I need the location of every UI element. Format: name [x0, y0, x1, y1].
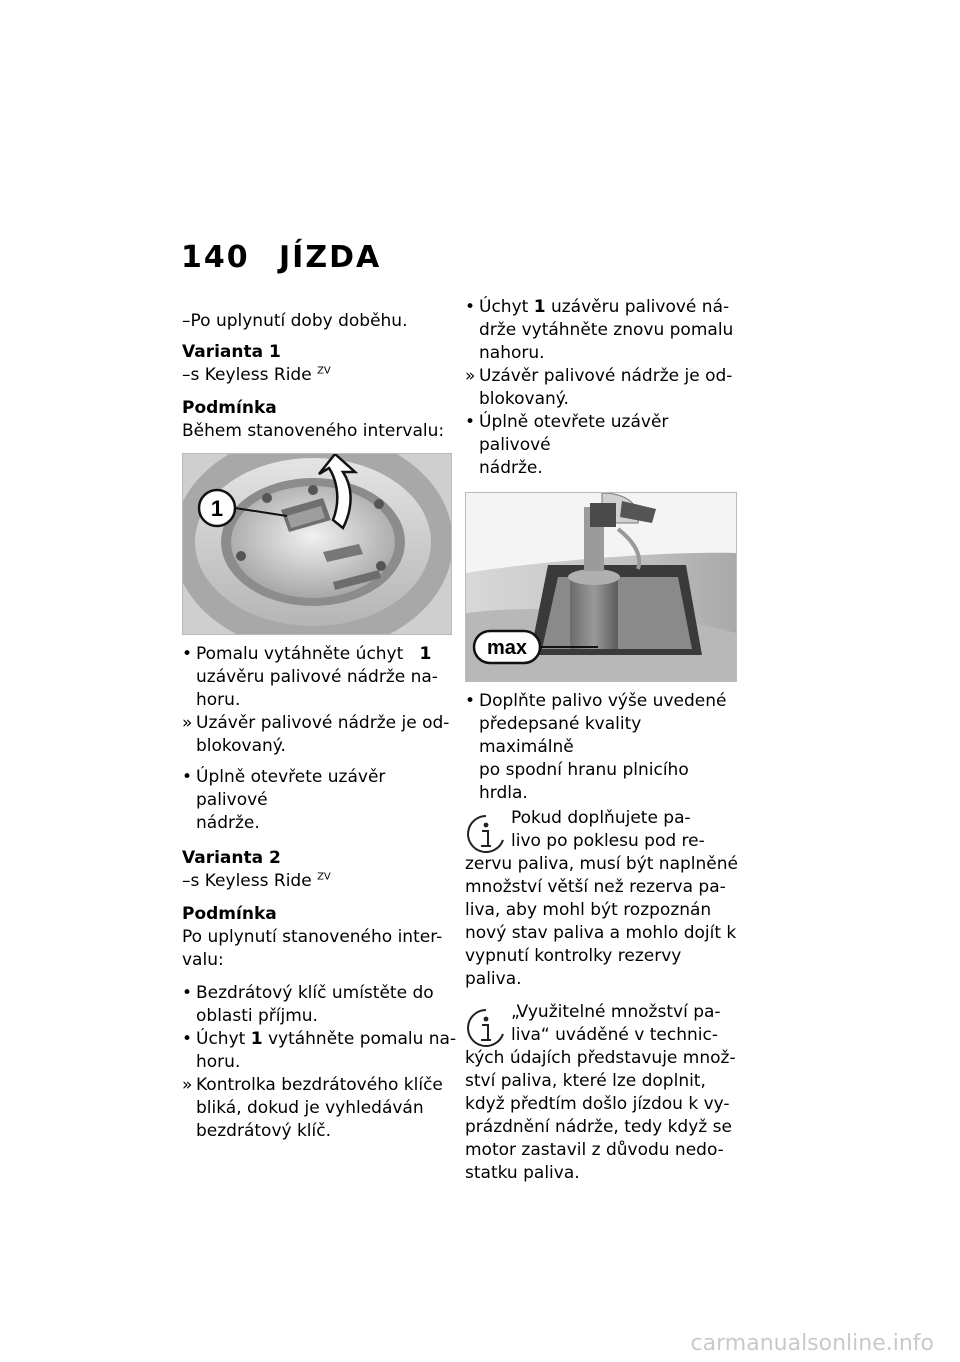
result-arrow: »	[182, 1075, 193, 1095]
note-text: vypnutí kontrolky rezervy paliva.	[465, 946, 682, 989]
fuel-cap-illustration	[183, 454, 451, 634]
fuel-cap-figure	[182, 453, 452, 635]
step-text: Kontrolka bezdrátového klíče	[196, 1075, 443, 1095]
variant2-condition-text: Po uplynutí stanoveného inter-	[182, 927, 443, 947]
v2-step-3	[182, 1074, 457, 1143]
callout-ref: 1	[250, 1029, 263, 1049]
info-note-2	[465, 1001, 740, 1185]
step-text: Úchyt	[196, 1029, 251, 1049]
v1-step-2	[182, 712, 457, 758]
max-label: max	[486, 637, 528, 659]
variant2-with	[182, 870, 457, 893]
v2-step-2	[182, 1028, 457, 1074]
note-text: Pokud doplňujete pa-	[511, 808, 691, 828]
variant2-title: Varianta 2	[182, 848, 281, 868]
variant1-with-text: –s Keyless Ride	[182, 365, 312, 385]
variant1-with	[182, 364, 457, 387]
step-text: bliká, dokud je vyhledáván	[196, 1098, 424, 1118]
chapter-title: JÍZDA	[279, 240, 382, 275]
page-number: 140	[181, 240, 250, 275]
info-note-1	[465, 807, 740, 991]
note-text: prázdnění nádrže, tedy když se	[465, 1117, 732, 1137]
watermark: carmanualsonline.info	[690, 1331, 934, 1356]
bullet: •	[182, 767, 193, 787]
step-text: horu.	[196, 690, 241, 710]
r-step-3	[465, 411, 740, 480]
note-text: livo po poklesu pod re-	[511, 831, 705, 851]
variant2-condition-title: Podmínka	[182, 904, 277, 924]
r-step-2	[465, 365, 740, 411]
note-text: statku paliva.	[465, 1163, 580, 1183]
step-text: Uzávěr palivové nádrže je od-	[479, 366, 733, 386]
bullet: •	[465, 691, 476, 711]
fill-step	[465, 690, 740, 805]
note-text: množství větší než rezerva pa-	[465, 877, 726, 897]
filler-neck-illustration	[466, 493, 736, 681]
step-text: horu.	[196, 1052, 241, 1072]
note-text: ství paliva, které lze doplnit,	[465, 1071, 706, 1091]
variant2-with-text: –s Keyless Ride	[182, 871, 312, 891]
step-text: blokovaný.	[196, 736, 286, 756]
step-text: Bezdrátový klíč umístěte do	[196, 983, 434, 1003]
filler-neck-figure	[465, 492, 737, 682]
step-text: Úchyt	[479, 297, 534, 317]
note-text: liva“ uváděné v technic-	[511, 1025, 718, 1045]
note-text: motor zastavil z důvodu nedo-	[465, 1140, 724, 1160]
step-text: nahoru.	[479, 343, 545, 363]
v1-step-1	[182, 643, 457, 712]
v1-step-3	[182, 766, 457, 835]
variant1-condition-text: Během stanoveného intervalu:	[182, 421, 445, 441]
note-text: kých údajích představuje množ-	[465, 1048, 736, 1068]
bullet: •	[182, 983, 193, 1003]
left-column	[182, 310, 457, 1143]
note-text: zervu paliva, musí být naplněné	[465, 854, 738, 874]
callout-ref: 1	[533, 297, 546, 317]
note-text: když předtím došlo jízdou k vy-	[465, 1094, 730, 1114]
variant1-title: Varianta 1	[182, 342, 281, 362]
figure-callout-1: 1	[210, 496, 224, 521]
step-text: Doplňte palivo výše uvedené	[479, 691, 727, 711]
result-arrow: »	[182, 713, 193, 733]
step-text: blokovaný.	[479, 389, 569, 409]
step-text: bezdrátový klíč.	[196, 1121, 332, 1141]
step-text: uzávěru palivové nádrže na-	[196, 667, 438, 687]
step-text: oblasti příjmu.	[196, 1006, 318, 1026]
step-text: drže vytáhněte znovu pomalu	[479, 320, 734, 340]
intro-dash-item: –Po uplynutí doby doběhu.	[182, 311, 408, 331]
bullet: •	[182, 1029, 193, 1049]
bullet: •	[182, 644, 193, 664]
right-column	[465, 296, 740, 1185]
step-text: předepsané kvality maximálně	[479, 714, 642, 757]
note-text: liva, aby mohl být rozpoznán	[465, 900, 712, 920]
note-text: nový stav paliva a mohlo dojít k	[465, 923, 737, 943]
variant1-condition-title: Podmínka	[182, 398, 277, 418]
step-text: Uzávěr palivové nádrže je od-	[196, 713, 450, 733]
step-text: Úplně otevřete uzávěr palivové	[479, 412, 669, 455]
note-text: „Využitelné množství pa-	[511, 1002, 721, 1022]
r-step-1	[465, 296, 740, 365]
result-arrow: »	[465, 366, 476, 386]
step-text: hrdla.	[479, 783, 528, 803]
step-text: nádrže.	[196, 813, 260, 833]
variant2-condition-text: valu:	[182, 950, 224, 970]
step-text: vytáhněte pomalu na-	[262, 1029, 457, 1049]
variant2-sup: ZV	[317, 871, 331, 883]
step-text: nádrže.	[479, 458, 543, 478]
variant1-sup: ZV	[317, 365, 331, 377]
bullet: •	[465, 412, 476, 432]
bullet: •	[465, 297, 476, 317]
callout-ref: 1	[419, 644, 432, 664]
step-text: Úplně otevřete uzávěr palivové	[196, 767, 386, 810]
step-text: uzávěru palivové ná-	[545, 297, 730, 317]
step-text: Pomalu vytáhněte úchyt	[196, 644, 404, 664]
v2-step-1	[182, 982, 457, 1028]
step-text: po spodní hranu plnicího	[479, 760, 689, 780]
